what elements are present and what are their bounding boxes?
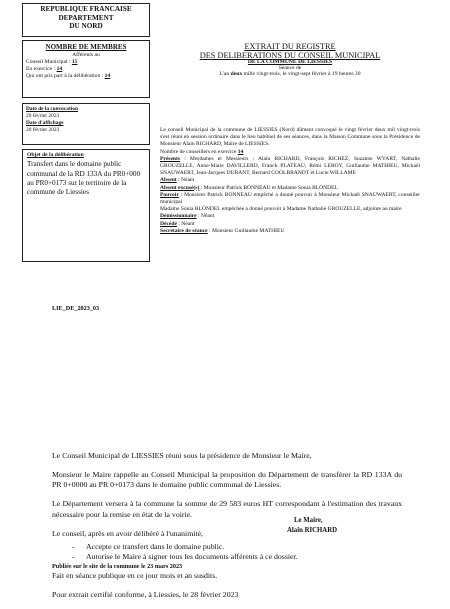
body-paragraph-5: Fait en séance publique en ce jour mois et an susdits. xyxy=(52,571,218,580)
extrait-date-prefix: L'an xyxy=(219,71,230,78)
signature-role: Le Maire, xyxy=(294,517,323,524)
nombre-value: 14 xyxy=(237,148,244,155)
affichage-date: 20 février 2023 xyxy=(26,127,60,134)
department-line: DEPARTEMENT xyxy=(58,13,114,22)
prisepart-label: Qui ont pris part à la délibération : xyxy=(26,73,105,80)
nombre-label: Nombre de conseillers en exercice xyxy=(160,148,238,155)
pouvoir-text: : Monsieur Patrick BONNEAU empêché a donné pouvoir à Monsieur Mickaël SNAUWAERT, conseiller municipal xyxy=(160,191,420,206)
extrait-line1: EXTRAIT DU REGISTRE xyxy=(244,42,336,51)
conseil-row xyxy=(26,59,146,66)
convocation-date: 20 février 2023 xyxy=(26,113,60,120)
exercice-value: 14 xyxy=(56,66,63,73)
presents-text: : Mesdames et Messieurs : Alain RICHARD, François RICHEZ, Suzanne WYART, Nathalie GROUZELLE, Anne-Marie DAVILLERD, Franck PLATEAU, Rémi LEROY, Guillaume MATHIEU, Mickaël SNAUWAERT, Jean-Jacques DURANT, Bernard COOLBRANDT et Lucie WILLAME xyxy=(160,155,420,177)
extrait-date-rest: mille vingt-trois, le vingt-sept février à 19 heures 30 xyxy=(242,71,361,78)
extrait-line2: DES DELIBERATIONS DU CONSEIL MUNICIPAL xyxy=(199,50,381,60)
extrait-header xyxy=(160,43,420,78)
objet-text: Transfert dans le domaine public communal de la RD 133A du PR0+000 au PR0+0173 sur le territoire de la commune de Liessies xyxy=(27,160,141,197)
deliberation-details xyxy=(160,127,420,235)
pouvoir-row xyxy=(160,192,420,206)
prisepart-row xyxy=(26,73,146,80)
deliberation-reference: LIE_DE_2023_03 xyxy=(52,305,100,312)
absent-row xyxy=(160,177,420,184)
demission-row xyxy=(160,213,420,220)
body-paragraph-6: Pour extrait certifié conforme, à Liessies, le 28 février 2023 xyxy=(52,590,239,600)
objet-title: Objet de la délibération xyxy=(27,152,84,158)
exercice-row xyxy=(26,66,146,73)
signature-name: Alain RICHARD xyxy=(287,527,338,535)
pouvoir2-row: Madame Sonia BLONDEL empêchée a donné pouvoir à Madame Nathalie GROUZELLE, adjointe au maire xyxy=(160,206,402,213)
afferents-label: Afférents au xyxy=(72,51,100,58)
absent-label: Absent xyxy=(160,177,177,184)
extrait-date-bold: deux xyxy=(230,71,243,78)
extrait-commune: DE LA COMMUNE DE LIESSIES xyxy=(247,59,333,66)
nord-line: DU NORD xyxy=(69,22,103,31)
demission-label: Démissionnaire xyxy=(160,213,197,220)
convocation-box xyxy=(22,103,150,145)
decede-text: : Néant xyxy=(176,220,195,227)
demission-text: : Néant xyxy=(196,213,215,220)
decede-row xyxy=(160,221,420,228)
pouvoir-label: Pouvoir xyxy=(160,191,179,198)
excuses-row xyxy=(160,185,420,192)
signature-block xyxy=(287,516,344,536)
prisepart-value: 14 xyxy=(104,73,111,80)
publication-note: Publiée sur le site de la commune le 23 mars 2023 xyxy=(52,563,183,570)
affichage-title: Date d'affichage xyxy=(26,120,64,127)
nombre-row xyxy=(160,149,420,156)
decision-item: - Accepte ce transfert dans le domaine public. xyxy=(72,542,402,552)
republic-line: REPUBLIQUE FRANCAISE xyxy=(40,5,132,13)
members-box xyxy=(22,40,150,98)
decede-label: Décédé xyxy=(160,220,177,227)
conseil-label: Conseil Municipal : xyxy=(26,59,72,66)
decision-list xyxy=(72,542,402,562)
exercice-label: En exercice : xyxy=(26,66,57,73)
delib-intro: Le conseil Municipal de la commune de LIESSIES (Nord) dûment convoqué le vingt février deux mil vingt-trois s'est réuni en session ordinaire dans le lieu habituel de ses séances, dans la Maison Commune sous la Présidence de Monsieur Alain RICHARD, Maire de LIESSIES. xyxy=(160,127,420,148)
extrait-seance: Séance de xyxy=(278,65,302,72)
excuses-text: : Monsieur Patrick BONNEAU et Madame Sonia BLONDEL xyxy=(199,184,338,191)
presents-label: Présents xyxy=(160,155,181,162)
decision-item: - Autorise le Maire à signer tous les documents afférents à ce dossier. xyxy=(72,552,402,562)
body-paragraph-1: Le Conseil Municipal de LIESSIES réuni sous la présidence de Monsieur le Maire, xyxy=(52,451,312,460)
deliberation-body xyxy=(52,451,402,609)
secretaire-row xyxy=(160,228,420,235)
body-paragraph-2: Monsieur le Maire rappelle au Conseil Municipal la proposition du Département de transférer la RD 133A du PR 0+0000 au PR 0+0173 dans le domaine public communal de Liessies. xyxy=(52,470,402,490)
body-paragraph-3: Le Département versera à la commune la somme de 29 583 euros HT correspondant à l'estimation des travaux nécessaire pour la remise en état de la voirie. xyxy=(52,499,402,519)
absent-text: : Néant xyxy=(176,177,195,184)
conseil-value: 15 xyxy=(71,59,78,66)
members-title: NOMBRE DE MEMBRES xyxy=(45,43,127,51)
secretaire-text: : Monsieur Guillaume MATHIEU xyxy=(207,227,285,234)
presents-row xyxy=(160,156,420,178)
objet-box xyxy=(22,149,150,262)
republic-header xyxy=(22,3,150,37)
secretaire-label: Secrétaire de séance xyxy=(160,227,208,234)
extrait-date xyxy=(160,72,420,78)
excuses-label: Absent excusé(s) xyxy=(160,184,200,191)
convocation-title: Date de la convocation xyxy=(26,106,78,112)
body-paragraph-4: Le conseil, après en avoir délibéré à l'unanimité, xyxy=(52,528,203,538)
